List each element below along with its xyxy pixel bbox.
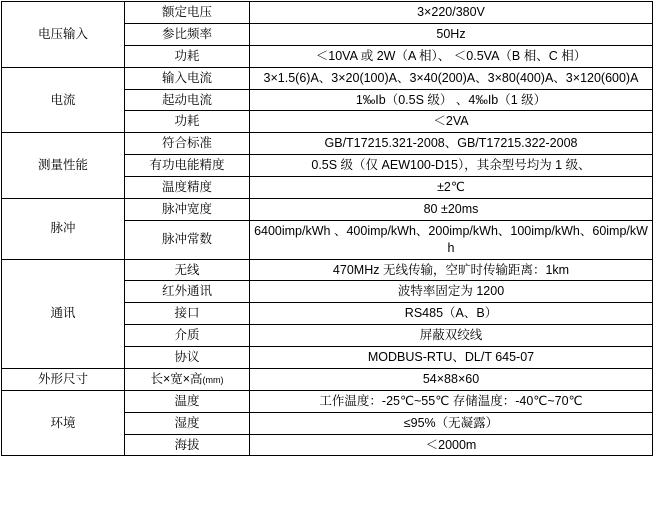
row-item-label: 温度 (125, 390, 250, 412)
row-value: RS485（A、B） (250, 303, 653, 325)
row-item-label: 功耗 (125, 45, 250, 67)
row-value: 0.5S 级（仅 AEW100-D15），其余型号均为 1 级、 (250, 155, 653, 177)
row-value: 50Hz (250, 23, 653, 45)
row-value: ≤95%（无凝露） (250, 412, 653, 434)
dimension-label: 长×宽×高 (150, 371, 203, 386)
row-group-label: 脉冲 (2, 198, 125, 259)
row-group-label: 电流 (2, 67, 125, 133)
row-value: 3×220/380V (250, 2, 653, 24)
row-group-label: 环境 (2, 390, 125, 456)
row-item-label: 参比频率 (125, 23, 250, 45)
row-item-label: 起动电流 (125, 89, 250, 111)
table-row (2, 259, 653, 281)
row-item-label: 湿度 (125, 412, 250, 434)
table-row (2, 198, 653, 220)
row-item-label: 无线 (125, 259, 250, 281)
row-value: ＜10VA 或 2W（A 相）、 ＜0.5VA（B 相、C 相） (250, 45, 653, 67)
row-group-label: 通讯 (2, 259, 125, 368)
row-item-label: 功耗 (125, 111, 250, 133)
row-item-label (125, 368, 250, 390)
table-row (2, 2, 653, 24)
row-value: ±2℃ (250, 177, 653, 199)
table-row (2, 390, 653, 412)
specification-table (1, 1, 653, 456)
row-item-label: 红外通讯 (125, 281, 250, 303)
row-value: 1‰Ib（0.5S 级） 、4‰Ib（1 级） (250, 89, 653, 111)
dimension-unit: (mm) (202, 374, 224, 385)
row-group-label: 测量性能 (2, 133, 125, 199)
row-value: 470MHz 无线传输，空旷时传输距离：1km (250, 259, 653, 281)
row-group-label: 电压输入 (2, 2, 125, 68)
table-row (2, 368, 653, 390)
row-value: 3×1.5(6)A、3×20(100)A、3×40(200)A、3×80(400)A、3×120(600)A (250, 67, 653, 89)
row-item-label: 脉冲宽度 (125, 198, 250, 220)
row-group-label: 外形尺寸 (2, 368, 125, 390)
row-value: 波特率固定为 1200 (250, 281, 653, 303)
row-item-label: 额定电压 (125, 2, 250, 24)
row-item-label: 有功电能精度 (125, 155, 250, 177)
table-row (2, 67, 653, 89)
row-item-label: 温度精度 (125, 177, 250, 199)
row-value: 工作温度：-25℃~55℃ 存储温度：-40℃~70℃ (250, 390, 653, 412)
row-value: 6400imp/kWh 、400imp/kWh、200imp/kWh、100imp/kWh、60imp/kWh (250, 220, 653, 259)
row-value: ＜2VA (250, 111, 653, 133)
row-item-label: 脉冲常数 (125, 220, 250, 259)
row-item-label: 介质 (125, 325, 250, 347)
row-item-label: 接口 (125, 303, 250, 325)
row-item-label: 海拔 (125, 434, 250, 456)
row-value: 54×88×60 (250, 368, 653, 390)
row-value: 80 ±20ms (250, 198, 653, 220)
row-value: GB/T17215.321-2008、GB/T17215.322-2008 (250, 133, 653, 155)
row-value: 屏蔽双绞线 (250, 325, 653, 347)
table-row (2, 133, 653, 155)
table-body (2, 2, 653, 456)
row-value: MODBUS-RTU、DL/T 645-07 (250, 347, 653, 369)
row-value: ＜2000m (250, 434, 653, 456)
row-item-label: 输入电流 (125, 67, 250, 89)
row-item-label: 协议 (125, 347, 250, 369)
row-item-label: 符合标准 (125, 133, 250, 155)
